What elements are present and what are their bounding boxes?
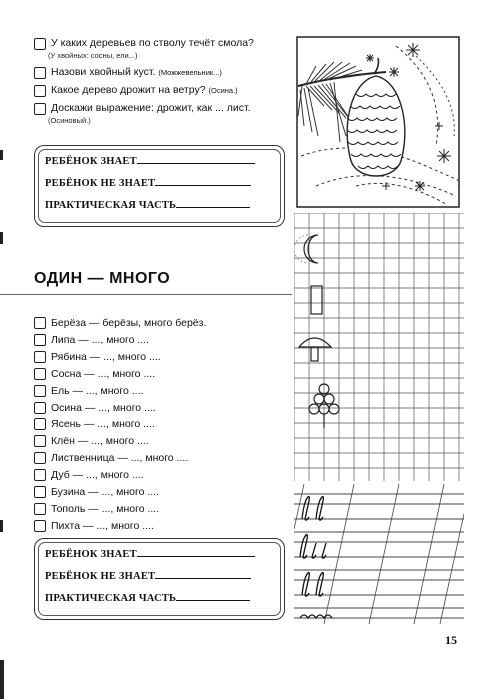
checkbox[interactable] xyxy=(34,486,46,498)
checkbox[interactable] xyxy=(34,469,46,481)
word-item xyxy=(34,315,206,332)
word-item xyxy=(34,399,206,416)
question-text: Доскажи выражение: дрожит, как ... лист. xyxy=(51,102,251,114)
practice-blank[interactable] xyxy=(176,207,250,208)
practice-blank[interactable] xyxy=(176,600,250,601)
word-text: Рябина — ..., много .... xyxy=(51,351,161,364)
word-item xyxy=(34,500,206,517)
word-item xyxy=(34,349,206,366)
not-knows-label: РЕБЁНОК НЕ ЗНАЕТ xyxy=(45,571,156,582)
question-answer: (Можжевельник...) xyxy=(158,68,222,77)
word-text: Клён — ..., много .... xyxy=(51,435,149,448)
pine-cone-illustration xyxy=(296,36,460,208)
page-number: 15 xyxy=(445,633,457,647)
knows-label: РЕБЁНОК ЗНАЕТ xyxy=(45,156,137,167)
word-text: Берёза — берёзы, много берёз. xyxy=(51,317,207,330)
question-text: Назови хвойный куст. xyxy=(51,66,156,78)
checkbox[interactable] xyxy=(34,452,46,464)
knows-label: РЕБЁНОК ЗНАЕТ xyxy=(45,549,137,560)
handwriting-lines xyxy=(294,484,464,624)
word-text: Ясень — ..., много .... xyxy=(51,418,155,431)
word-item xyxy=(34,450,206,467)
checkbox[interactable] xyxy=(34,85,46,97)
question-item xyxy=(34,101,289,115)
tracing-grid xyxy=(294,213,464,481)
checkbox[interactable] xyxy=(34,520,46,532)
word-text: Сосна — ..., много .... xyxy=(51,367,156,380)
word-text: Пихта — ..., много .... xyxy=(51,519,154,532)
word-text: Осина — ..., много .... xyxy=(51,401,156,414)
word-list xyxy=(34,315,206,534)
not-knows-blank[interactable] xyxy=(155,185,251,186)
knows-blank[interactable] xyxy=(137,556,255,557)
binding-mark xyxy=(0,232,3,244)
word-text: Ель — ..., много .... xyxy=(51,384,144,397)
binding-mark xyxy=(0,150,3,160)
practice-label: ПРАКТИЧЕСКАЯ ЧАСТЬ xyxy=(45,200,177,211)
checkbox[interactable] xyxy=(34,103,46,115)
result-box xyxy=(34,145,285,227)
word-item xyxy=(34,483,206,500)
practice-label: ПРАКТИЧЕСКАЯ ЧАСТЬ xyxy=(45,593,177,604)
checkbox[interactable] xyxy=(34,38,46,50)
divider xyxy=(0,294,292,295)
word-item xyxy=(34,433,206,450)
checkbox[interactable] xyxy=(34,67,46,79)
word-item xyxy=(34,332,206,349)
checkbox[interactable] xyxy=(34,435,46,447)
word-text: Дуб — ..., много .... xyxy=(51,469,144,482)
question-answer: (Осина.) xyxy=(208,86,238,95)
knows-blank[interactable] xyxy=(137,163,255,164)
checkbox[interactable] xyxy=(34,418,46,430)
word-text: Липа — ..., много .... xyxy=(51,334,150,347)
question-text: Какое дерево дрожит на ветру? xyxy=(51,84,206,96)
question-text: У каких деревьев по стволу течёт смола? xyxy=(51,37,254,49)
result-box xyxy=(34,538,285,620)
not-knows-label: РЕБЁНОК НЕ ЗНАЕТ xyxy=(45,178,156,189)
checkbox[interactable] xyxy=(34,402,46,414)
word-item xyxy=(34,517,206,534)
binding-mark xyxy=(0,660,4,699)
word-item xyxy=(34,416,206,433)
question-answer: (У хвойных: сосны, ели...) xyxy=(48,51,138,60)
checkbox[interactable] xyxy=(34,503,46,515)
checkbox[interactable] xyxy=(34,317,46,329)
checkbox[interactable] xyxy=(34,368,46,380)
binding-mark xyxy=(0,520,3,532)
word-text: Лиственница — ..., много .... xyxy=(51,452,189,465)
word-text: Бузина — ..., много .... xyxy=(51,485,160,498)
checkbox[interactable] xyxy=(34,385,46,397)
checkbox[interactable] xyxy=(34,351,46,363)
question-item xyxy=(34,36,289,50)
word-item xyxy=(34,382,206,399)
not-knows-blank[interactable] xyxy=(155,578,251,579)
question-item xyxy=(34,65,289,80)
word-text: Тополь — ..., много .... xyxy=(51,502,160,515)
question-answer: (Осиновый.) xyxy=(48,116,91,125)
word-item xyxy=(34,366,206,383)
question-list xyxy=(34,36,289,127)
section-title: ОДИН — МНОГО xyxy=(34,270,171,287)
checkbox[interactable] xyxy=(34,334,46,346)
word-item xyxy=(34,467,206,484)
question-item xyxy=(34,83,289,98)
